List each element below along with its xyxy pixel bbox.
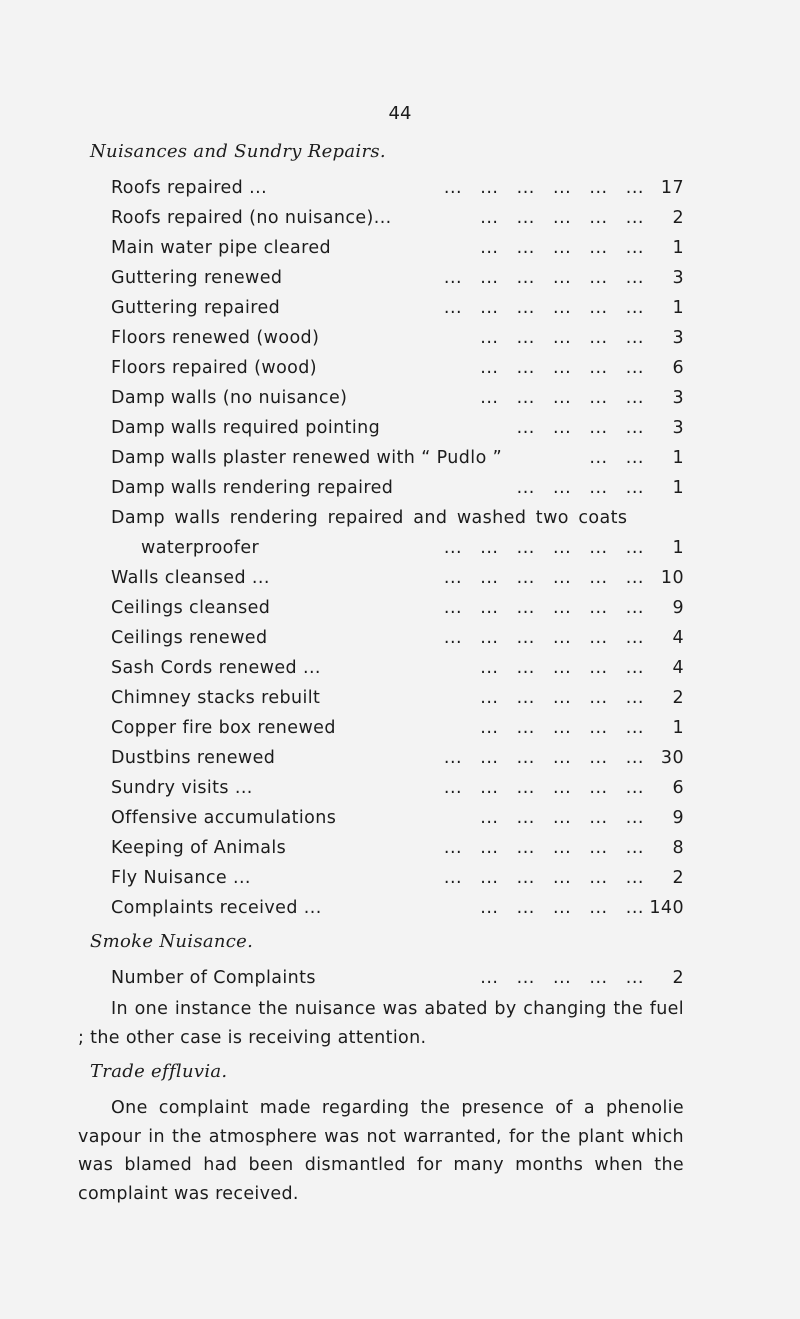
dot-leader: ... ... ... ... ... xyxy=(480,968,644,988)
item-label: Roofs repaired (no nuisance)... xyxy=(111,208,392,228)
item-value: 6 xyxy=(672,358,684,378)
smoke-complaints-row xyxy=(111,964,684,992)
list-item xyxy=(111,264,684,292)
list-item xyxy=(111,774,684,802)
item-value: 1 xyxy=(672,478,684,498)
item-value: 1 xyxy=(672,238,684,258)
item-label: waterproofer xyxy=(141,538,260,558)
smoke-note: In one instance the nuisance was abated by changing the fuel ; the other case is receiving attention. xyxy=(78,999,684,1048)
item-label: Damp walls plaster renewed with “ Pudlo ” xyxy=(111,448,503,468)
list-item xyxy=(111,354,684,382)
dot-leader: ... ... ... ... ... ... xyxy=(443,568,644,588)
item-value: 4 xyxy=(672,658,684,678)
item-value: 1 xyxy=(672,718,684,738)
item-label: Guttering renewed xyxy=(111,268,283,288)
item-value: 2 xyxy=(672,868,684,888)
item-value: 140 xyxy=(649,898,684,918)
item-label: Walls cleansed ... xyxy=(111,568,270,588)
dot-leader: ... ... xyxy=(589,448,644,468)
dot-leader: ... ... ... ... ... xyxy=(480,658,644,678)
item-label: Sash Cords renewed ... xyxy=(111,658,321,678)
dot-leader: ... ... ... ... xyxy=(516,478,644,498)
dot-leader: ... ... ... ... ... xyxy=(480,238,644,258)
item-value: 3 xyxy=(672,328,684,348)
list-item xyxy=(141,534,684,562)
item-label: Damp walls (no nuisance) xyxy=(111,388,348,408)
list-item xyxy=(111,504,684,532)
item-label: Copper fire box renewed xyxy=(111,718,336,738)
item-value: 1 xyxy=(672,298,684,318)
list-item xyxy=(111,594,684,622)
list-item xyxy=(111,684,684,712)
item-label: Damp walls rendering repaired xyxy=(111,478,394,498)
list-item xyxy=(111,414,684,442)
dot-leader: ... ... ... ... ... ... xyxy=(443,538,644,558)
item-value: 3 xyxy=(672,418,684,438)
item-value: 2 xyxy=(672,208,684,228)
item-label: Dustbins renewed xyxy=(111,748,276,768)
dot-leader: ... ... ... ... ... ... xyxy=(443,598,644,618)
dot-leader: ... ... ... ... ... xyxy=(480,388,644,408)
list-item xyxy=(111,714,684,742)
item-label: Keeping of Animals xyxy=(111,838,287,858)
dot-leader: ... ... ... ... ... ... xyxy=(443,268,644,288)
list-item xyxy=(111,234,684,262)
list-item xyxy=(111,324,684,352)
item-value: 3 xyxy=(672,268,684,288)
list-item xyxy=(111,624,684,652)
list-item xyxy=(111,204,684,232)
dot-leader: ... ... ... ... ... ... xyxy=(443,178,644,198)
item-value: 8 xyxy=(672,838,684,858)
trade-note: One complaint made regarding the presence of a phenolie vapour in the atmosphere was not warranted, for the plant which was blamed had been dismantled for many months when the complaint was received. xyxy=(78,1098,684,1204)
item-label: Ceilings renewed xyxy=(111,628,268,648)
item-label: Guttering repaired xyxy=(111,298,281,318)
dot-leader: ... ... ... ... ... xyxy=(480,358,644,378)
item-label: Main water pipe cleared xyxy=(111,238,332,258)
item-value: 2 xyxy=(672,968,684,988)
dot-leader: ... ... ... ... ... xyxy=(480,898,644,918)
list-item xyxy=(111,444,684,472)
item-label: Damp walls required pointing xyxy=(111,418,381,438)
section-title-smoke: Smoke Nuisance. xyxy=(90,931,254,952)
dot-leader: ... ... ... ... ... ... xyxy=(443,298,644,318)
item-label: Sundry visits ... xyxy=(111,778,253,798)
item-value: 3 xyxy=(672,388,684,408)
dot-leader: ... ... ... ... ... ... xyxy=(443,868,644,888)
item-value: 10 xyxy=(660,568,684,588)
item-value: 1 xyxy=(672,538,684,558)
item-label: Floors renewed (wood) xyxy=(111,328,320,348)
list-item xyxy=(111,894,684,922)
list-item xyxy=(111,834,684,862)
dot-leader: ... ... ... ... ... ... xyxy=(443,838,644,858)
list-item xyxy=(111,654,684,682)
section-title-trade: Trade effluvia. xyxy=(90,1061,228,1082)
dot-leader: ... ... ... ... ... ... xyxy=(443,628,644,648)
item-label: Fly Nuisance ... xyxy=(111,868,251,888)
item-label: Ceilings cleansed xyxy=(111,598,271,618)
item-value: 6 xyxy=(672,778,684,798)
item-label: Complaints received ... xyxy=(111,898,322,918)
item-value: 9 xyxy=(672,808,684,828)
dot-leader: ... ... ... ... ... xyxy=(480,208,644,228)
list-item xyxy=(111,864,684,892)
list-item xyxy=(111,174,684,202)
dot-leader: ... ... ... ... ... xyxy=(480,328,644,348)
item-value: 4 xyxy=(672,628,684,648)
item-value: 9 xyxy=(672,598,684,618)
dot-leader: ... ... ... ... ... ... xyxy=(443,778,644,798)
item-label: Floors repaired (wood) xyxy=(111,358,318,378)
list-item xyxy=(111,384,684,412)
item-value: 2 xyxy=(672,688,684,708)
item-value: 17 xyxy=(660,178,684,198)
list-item xyxy=(111,294,684,322)
dot-leader: ... ... ... ... ... xyxy=(480,688,644,708)
item-label: Chimney stacks rebuilt xyxy=(111,688,321,708)
item-label: Number of Complaints xyxy=(111,968,316,988)
list-item xyxy=(111,744,684,772)
page-number: 44 xyxy=(388,103,412,124)
dot-leader: ... ... ... ... ... ... xyxy=(443,748,644,768)
list-item xyxy=(111,804,684,832)
item-label: Damp walls rendering repaired and washed two coats xyxy=(111,508,628,528)
section-title-nuisances: Nuisances and Sundry Repairs. xyxy=(90,141,386,162)
list-item xyxy=(111,474,684,502)
item-label: Offensive accumulations xyxy=(111,808,337,828)
item-value: 30 xyxy=(660,748,684,768)
dot-leader: ... ... ... ... xyxy=(516,418,644,438)
dot-leader: ... ... ... ... ... xyxy=(480,718,644,738)
item-label: Roofs repaired ... xyxy=(111,178,268,198)
item-value: 1 xyxy=(672,448,684,468)
dot-leader: ... ... ... ... ... xyxy=(480,808,644,828)
list-item xyxy=(111,564,684,592)
